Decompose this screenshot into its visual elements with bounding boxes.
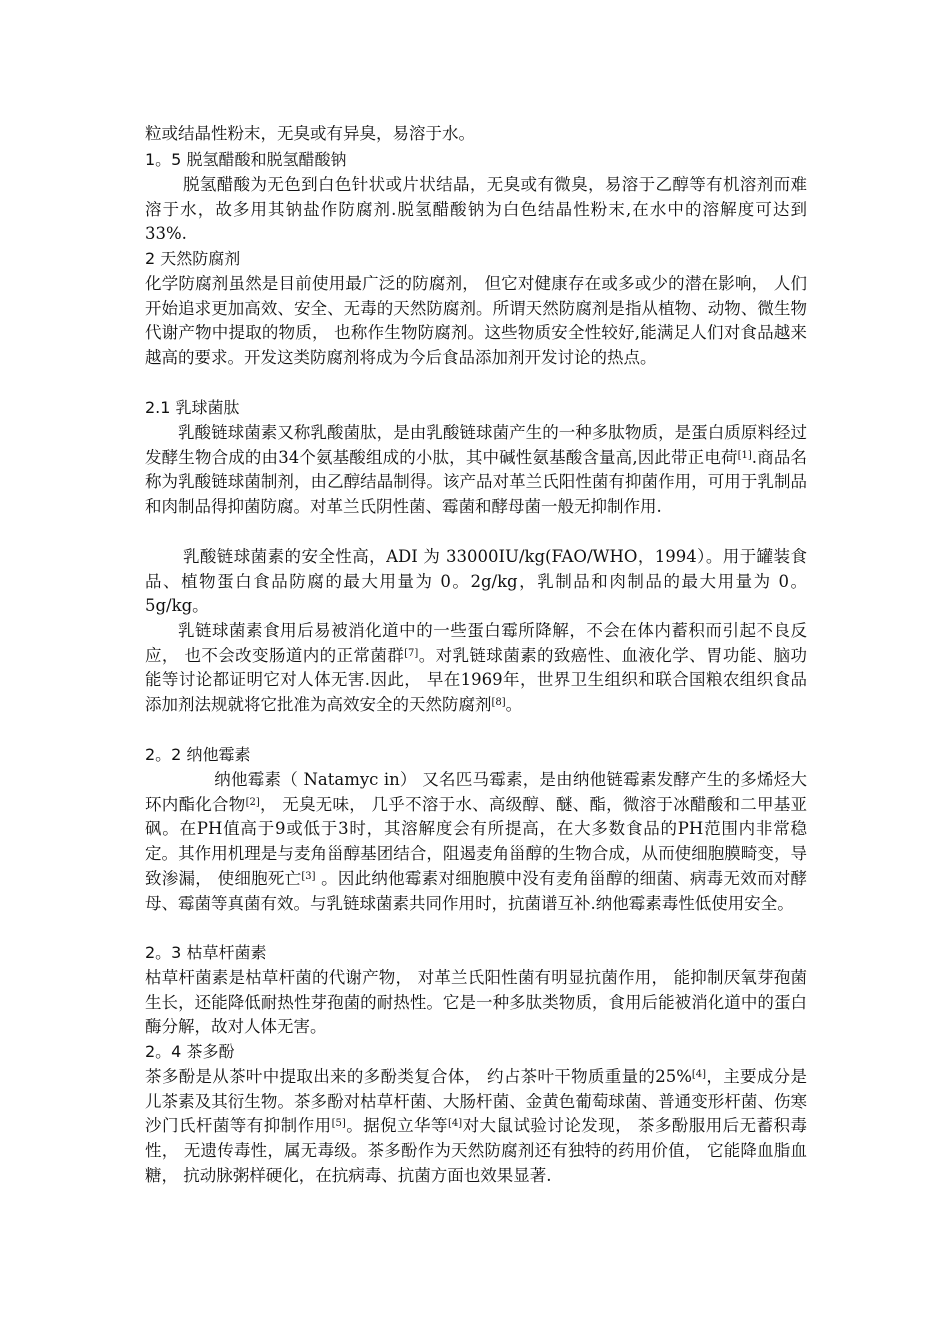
paragraph-subtilin: 枯草杆菌素是枯草杆菌的代谢产物， 对革兰氏阳性菌有明显抗菌作用， 能抑制厌氧芽孢菌生长，还能降低耐热性芽孢菌的耐热性。它是一种多肽类物质，食用后能被消化道中的蛋白酶分解，故对人体无害。: [145, 968, 807, 1037]
citation-ref: [5]: [331, 1118, 346, 1130]
section-heading-2-3: 2。3 枯草杆菌素: [145, 943, 267, 962]
paragraph-nisin-intro: 乳酸链球菌素又称乳酸菌肽，是由乳酸链球菌产生的一种多肽物质，是蛋白质原料经过发酵生物合成的由34个氨基酸组成的小肽，其中碱性氨基酸含量高,因此带正电荷[1].商品名称为乳酸链球菌制剂，由乙醇结晶制得。该产品对革兰氏阳性菌有抑菌作用，可用于乳制品和肉制品得抑菌防腐。对革兰氏阴性菌、霉菌和酵母菌一般无抑制作用.: [145, 423, 807, 517]
section-heading-2-4: 2。4 茶多酚: [145, 1042, 235, 1061]
citation-ref: [2]: [245, 796, 260, 808]
section-heading-2-2: 2。2 纳他霉素: [145, 745, 251, 764]
section-heading-2: 2 天然防腐剂: [145, 249, 241, 268]
paragraph-dehydroacetic-acid: 脱氢醋酸为无色到白色针状或片状结晶，无臭或有微臭，易溶于乙醇等有机溶剂而难溶于水，故多用其钠盐作防腐剂.脱氢醋酸钠为白色结晶性粉末,在水中的溶解度可达到 33%.: [145, 175, 807, 244]
citation-ref: [4]: [447, 1118, 463, 1130]
paragraph-tea-polyphenols: 茶多酚是从茶叶中提取出来的多酚类复合体， 约占茶叶干物质重量的25%[4]，主要成分是儿茶素及其衍生物。茶多酚对枯草杆菌、大肠杆菌、金黄色葡萄球菌、普通变形杆菌、伤寒沙门氏杆菌等有抑制作用[5]。据倪立华等[4]对大鼠试验讨论发现， 茶多酚服用后无蓄积毒性， 无遗传毒性，属无毒级。茶多酚作为天然防腐剂还有独特的药用价值， 它能降血脂血糖， 抗动脉粥样硬化，在抗病毒、抗菌方面也效果显著.: [145, 1067, 808, 1185]
citation-ref: [3]: [301, 870, 316, 882]
paragraph-nisin-digestion: 乳链球菌素食用后易被消化道中的一些蛋白霉所降解，不会在体内蓄积而引起不良反应， 也不会改变肠道内的正常菌群[7]。对乳链球菌素的致癌性、血液化学、胃功能、脑功能等讨论都证明它对人体无害.因此， 早在1969年，世界卫生组织和联合国粮农组织食品添加剂法规就将它批准为高效安全的天然防腐剂[8]。: [145, 621, 807, 715]
citation-ref: [1]: [737, 449, 752, 461]
section-heading-2-1: 2.1 乳球菌肽: [145, 398, 240, 417]
section-heading-1-5: 1。5 脱氢醋酸和脱氢醋酸钠: [145, 150, 347, 169]
paragraph-continuation: 粒或结晶性粉末，无臭或有异臭，易溶于水。: [145, 124, 475, 143]
citation-ref: [4]: [691, 1069, 707, 1080]
paragraph-nisin-safety: 乳酸链球菌素的安全性高，ADI 为 33000IU/kg(FAO/WHO，1994）。用于罐装食品、植物蛋白食品防腐的最大用量为 0。2g/kg，乳制品和肉制品的最大用量为 0。5g/kg。: [145, 547, 807, 616]
citation-ref: [8]: [491, 697, 506, 709]
paragraph-natamycin: 纳他霉素（ Natamyc in） 又名匹马霉素，是由纳他链霉素发酵产生的多烯烃大环内酯化合物[2]， 无臭无味， 几乎不溶于水、高级醇、醚、酯，微溶于冰醋酸和二甲基亚砜。在PH值高于9或低于3时，其溶解度会有所提高，在大多数食品的PH范围内非常稳定。其作用机理是与麦角甾醇基团结合，阻遏麦角甾醇的生物合成，从而使细胞膜畸变，导致渗漏， 使细胞死亡[3] 。因此纳他霉素对细胞膜中没有麦角甾醇的细菌、病毒无效而对酵母、霉菌等真菌有效。与乳链球菌素共同作用时，抗菌谱互补.纳他霉素毒性低使用安全。: [145, 770, 808, 913]
citation-ref: [7]: [404, 647, 419, 659]
paragraph-natural-preservatives: 化学防腐剂虽然是目前使用最广泛的防腐剂， 但它对健康存在或多或少的潜在影响， 人们开始追求更加高效、安全、无毒的天然防腐剂。所谓天然防腐剂是指从植物、动物、微生物代谢产物中提取的物质， 也称作生物防腐剂。这些物质安全性较好,能满足人们对食品越来越高的要求。开发这类防腐剂将成为今后食品添加剂开发讨论的热点。: [145, 274, 807, 368]
